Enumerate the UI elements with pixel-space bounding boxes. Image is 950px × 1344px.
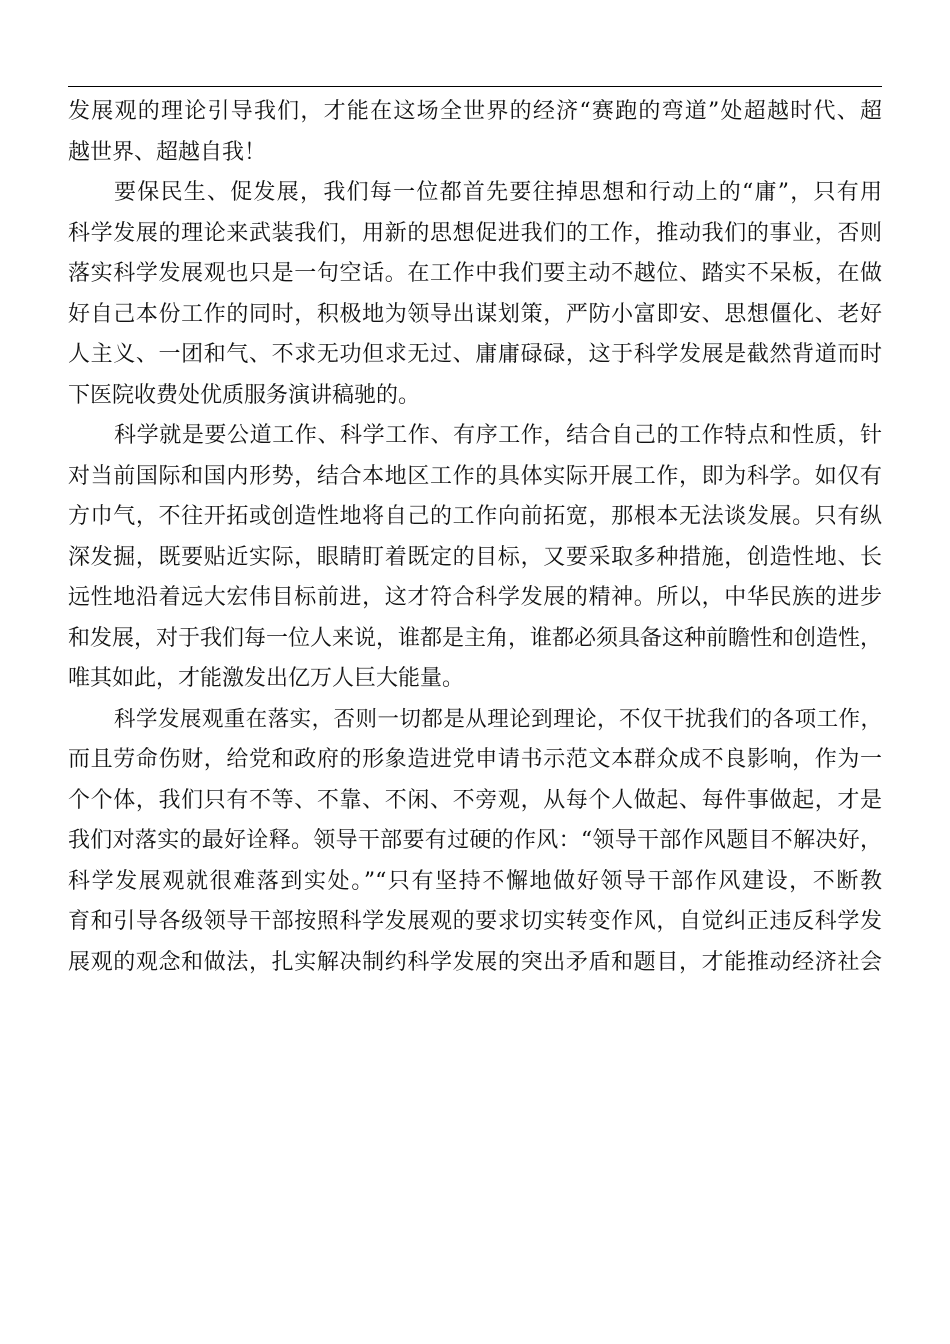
text-line: 科学发展观就很难落到实处。”“只有坚持不懈地做好领导干部作风建设，不断教 — [68, 868, 882, 894]
text-line: 我们对落实的最好诠释。领导干部要有过硬的作风：“领导干部作风题目不解决好， — [68, 828, 882, 853]
text-line: 展观的观念和做法，扎实解决制约科学发展的突出矛盾和题目，才能推动经济社会 — [68, 949, 882, 975]
text-line: 好自己本份工作的同时，积极地为领导出谋划策，严防小富即安、思想僵化、老好 — [68, 301, 882, 327]
text-line: 落实科学发展观也只是一句空话。在工作中我们要主动不越位、踏实不呆板，在做 — [68, 261, 882, 286]
text-line: 育和引导各级领导干部按照科学发展观的要求切实转变作风，自觉纠正违反科学发 — [68, 909, 882, 934]
text-line: 唯其如此，才能激发出亿万人巨大能量。 — [68, 666, 465, 691]
text-line: 和发展，对于我们每一位人来说，谁都是主角，谁都必须具备这种前瞻性和创造性， — [68, 625, 883, 651]
text-line: 远性地沿着远大宏伟目标前进，这才符合科学发展的精神。所以，中华民族的进步 — [68, 585, 882, 610]
header-rule — [68, 86, 882, 87]
text-line: 下医院收费处优质服务演讲稿驰的。 — [68, 382, 421, 408]
text-line: 科学发展的理论来武装我们，用新的思想促进我们的工作，推动我们的事业，否则 — [68, 220, 882, 246]
text-line: 科学发展观重在落实，否则一切都是从理论到理论，不仅干扰我们的各项工作， — [114, 706, 882, 732]
text-line: 人主义、一团和气、不求无功但求无过、庸庸碌碌，这于科学发展是截然背道而时 — [68, 342, 882, 367]
text-line: 深发掘，既要贴近实际，眼睛盯着既定的目标，又要采取多种措施，创造性地、长 — [68, 544, 882, 570]
document-body — [68, 92, 882, 983]
text-line: 越世界、超越自我！ — [68, 139, 267, 165]
text-line: 发展观的理论引导我们，才能在这场全世界的经济“赛跑的弯道”处超越时代、超 — [68, 99, 882, 124]
text-line: 个个体，我们只有不等、不靠、不闲、不旁观，从每个人做起、每件事做起，才是 — [68, 787, 882, 813]
text-line: 而且劳命伤财，给党和政府的形象造进党申请书示范文本群众成不良影响，作为一 — [68, 747, 882, 772]
text-line: 科学就是要公道工作、科学工作、有序工作，结合自己的工作特点和性质，针 — [114, 423, 882, 448]
text-line: 方巾气，不往开拓或创造性地将自己的工作向前拓宽，那根本无法谈发展。只有纵 — [68, 504, 882, 529]
text-line: 对当前国际和国内形势，结合本地区工作的具体实际开展工作，即为科学。如仅有 — [68, 463, 882, 489]
text-line: 要保民生、促发展，我们每一位都首先要往掉思想和行动上的“庸”，只有用 — [114, 180, 882, 205]
